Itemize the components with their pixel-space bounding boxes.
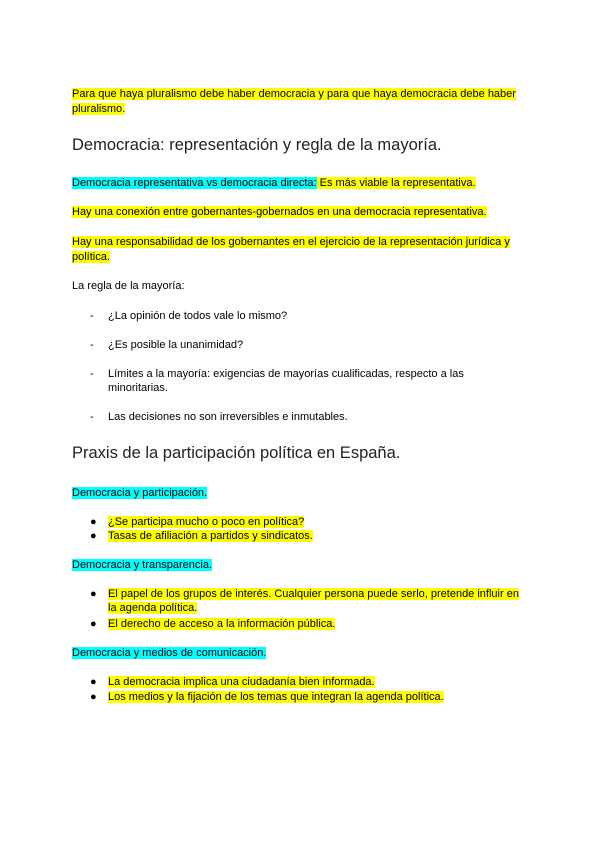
list-item-text: El papel de los grupos de interés. Cualquier persona puede serlo, pretende influir en	[108, 588, 519, 600]
bullet-icon: ●	[90, 676, 97, 688]
bullet-icon: ●	[90, 516, 97, 528]
intro-line-1: Para que haya pluralismo debe haber democracia y para que haya democracia debe haber	[72, 88, 516, 100]
bullet-icon: ●	[90, 588, 97, 600]
paragraph-conexion	[72, 205, 532, 220]
intro-paragraph	[72, 87, 532, 116]
list-item-continuation: minoritarias.	[108, 382, 168, 394]
list-item-continuation	[108, 601, 528, 616]
list-dash: -	[90, 339, 94, 351]
group-title-participacion-text: Democracia y participación.	[72, 487, 208, 499]
list-item: Las decisiones no son irreversibles e inmutables.	[108, 411, 348, 423]
list-dash: -	[90, 310, 94, 322]
list-dash: -	[90, 368, 94, 380]
list-item-text: ¿Se participa mucho o poco en política?	[108, 516, 305, 528]
group-title-participacion	[72, 486, 532, 501]
intro-line-2: pluralismo.	[72, 102, 126, 115]
bullet-icon: ●	[90, 530, 97, 542]
bullet-icon: ●	[90, 618, 97, 630]
paragraph-responsabilidad-line-1: Hay una responsabilidad de los gobernantes en el ejercicio de la representación jurídica y	[72, 236, 510, 248]
paragraph-representativa-yellow: Es más viable la representativa.	[316, 177, 476, 189]
list-item: ¿Es posible la unanimidad?	[108, 339, 244, 351]
list-item	[108, 529, 528, 544]
group-title-medios	[72, 646, 532, 661]
group-title-transparencia	[72, 558, 532, 573]
paragraph-representativa-cyan: Democracia representativa vs democracia directa:	[72, 177, 317, 189]
section-heading-democracia: Democracia: representación y regla de la mayoría.	[72, 136, 442, 154]
paragraph-representativa	[72, 176, 532, 191]
list-item-text: Los medios y la fijación de los temas que integran la agenda política.	[108, 691, 444, 703]
paragraph-responsabilidad	[72, 235, 532, 264]
regla-mayoria-label: La regla de la mayoría:	[72, 280, 185, 292]
list-item	[108, 617, 528, 632]
list-item-text: La democracia implica una ciudadanía bien informada.	[108, 676, 375, 688]
list-item	[108, 515, 528, 530]
list-item	[108, 690, 528, 705]
section-heading-praxis: Praxis de la participación política en España.	[72, 444, 401, 462]
list-item-text: Tasas de afiliación a partidos y sindicatos.	[108, 530, 313, 542]
list-dash: -	[90, 411, 94, 423]
list-item-text: la agenda política.	[108, 602, 198, 614]
list-item: ¿La opinión de todos vale lo mismo?	[108, 310, 288, 322]
list-item	[108, 675, 528, 690]
bullet-icon: ●	[90, 691, 97, 703]
paragraph-conexion-text: Hay una conexión entre gobernantes-gobernados en una democracia representativa.	[72, 206, 487, 218]
paragraph-responsabilidad-line-2: política.	[72, 250, 110, 263]
group-title-medios-text: Democracia y medios de comunicación.	[72, 647, 267, 659]
list-item-text: El derecho de acceso a la información pública.	[108, 618, 336, 630]
list-item: Límites a la mayoría: exigencias de mayorías cualificadas, respecto a las	[108, 368, 464, 380]
group-title-transparencia-text: Democracia y transparencia.	[72, 559, 213, 571]
list-item	[108, 587, 528, 602]
